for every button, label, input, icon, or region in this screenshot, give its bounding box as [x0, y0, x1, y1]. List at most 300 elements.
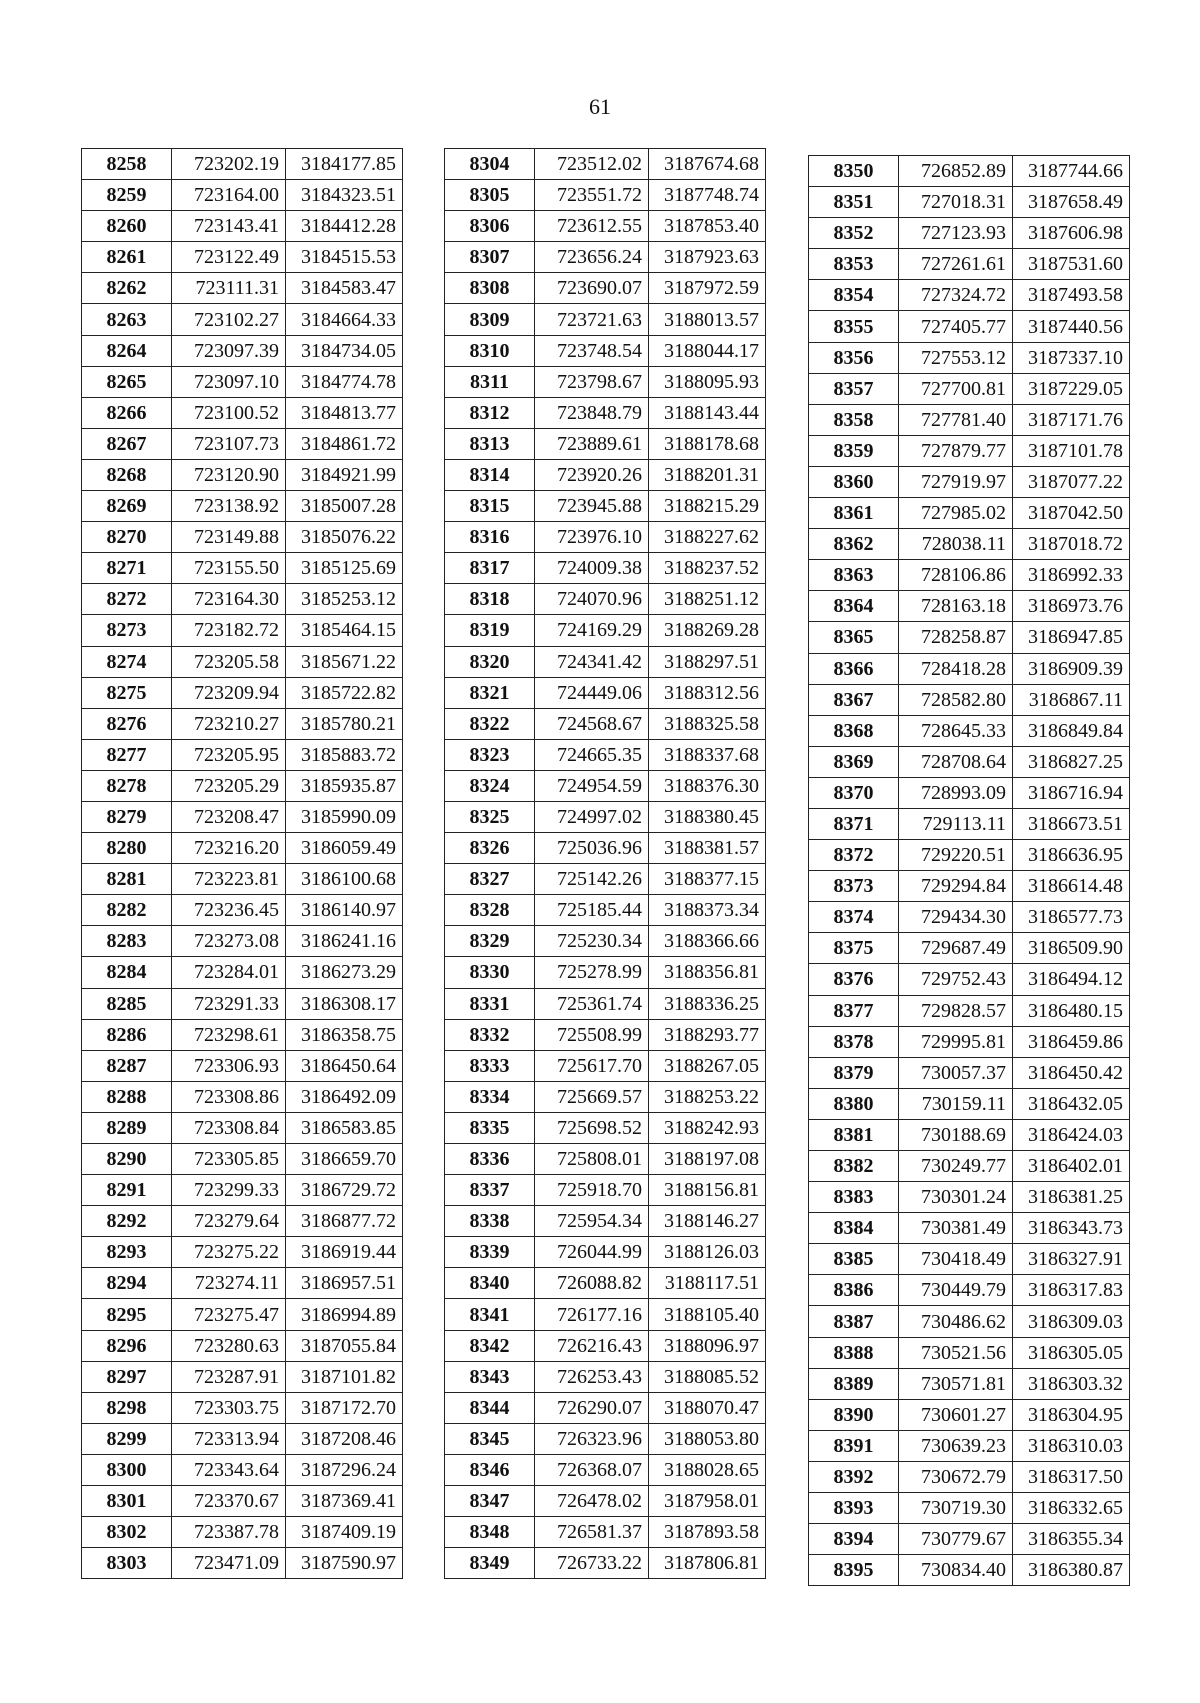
point-id-cell: 8349 [445, 1548, 535, 1579]
table-row [82, 646, 403, 677]
point-id-cell: 8303 [82, 1548, 172, 1579]
y-coordinate-cell: 3186480.15 [1013, 995, 1130, 1026]
y-coordinate-cell: 3188013.57 [649, 304, 766, 335]
x-coordinate-cell: 729687.49 [899, 933, 1013, 964]
y-coordinate-cell: 3186317.83 [1013, 1275, 1130, 1306]
table-row [809, 311, 1130, 342]
table-row [445, 335, 766, 366]
point-id-cell: 8352 [809, 218, 899, 249]
x-coordinate-cell: 723512.02 [535, 149, 649, 180]
x-coordinate-cell: 726044.99 [535, 1237, 649, 1268]
x-coordinate-cell: 725617.70 [535, 1050, 649, 1081]
y-coordinate-cell: 3186358.75 [286, 1019, 403, 1050]
table-row [445, 1237, 766, 1268]
point-id-cell: 8384 [809, 1213, 899, 1244]
x-coordinate-cell: 730571.81 [899, 1368, 1013, 1399]
y-coordinate-cell: 3187590.97 [286, 1548, 403, 1579]
point-id-cell: 8291 [82, 1175, 172, 1206]
x-coordinate-cell: 730779.67 [899, 1524, 1013, 1555]
table-row [445, 428, 766, 459]
point-id-cell: 8383 [809, 1182, 899, 1213]
point-id-cell: 8356 [809, 342, 899, 373]
table-row [809, 746, 1130, 777]
x-coordinate-cell: 723111.31 [172, 273, 286, 304]
y-coordinate-cell: 3186673.51 [1013, 808, 1130, 839]
x-coordinate-cell: 730159.11 [899, 1088, 1013, 1119]
table-row [82, 335, 403, 366]
table-row [809, 529, 1130, 560]
x-coordinate-cell: 728582.80 [899, 684, 1013, 715]
point-id-cell: 8337 [445, 1175, 535, 1206]
point-id-cell: 8270 [82, 522, 172, 553]
x-coordinate-cell: 723279.64 [172, 1206, 286, 1237]
x-coordinate-cell: 723216.20 [172, 833, 286, 864]
table-row [445, 926, 766, 957]
y-coordinate-cell: 3186380.87 [1013, 1555, 1130, 1586]
x-coordinate-cell: 728163.18 [899, 591, 1013, 622]
x-coordinate-cell: 723149.88 [172, 522, 286, 553]
x-coordinate-cell: 723205.95 [172, 739, 286, 770]
table-row [445, 988, 766, 1019]
x-coordinate-cell: 724449.06 [535, 677, 649, 708]
table-row [82, 1112, 403, 1143]
x-coordinate-cell: 723100.52 [172, 397, 286, 428]
x-coordinate-cell: 726852.89 [899, 156, 1013, 187]
y-coordinate-cell: 3188156.81 [649, 1175, 766, 1206]
table-row [82, 833, 403, 864]
x-coordinate-cell: 728106.86 [899, 560, 1013, 591]
x-coordinate-cell: 730672.79 [899, 1461, 1013, 1492]
table-row [445, 1299, 766, 1330]
x-coordinate-cell: 725954.34 [535, 1206, 649, 1237]
x-coordinate-cell: 726290.07 [535, 1392, 649, 1423]
table-row [82, 1206, 403, 1237]
x-coordinate-cell: 730381.49 [899, 1213, 1013, 1244]
point-id-cell: 8311 [445, 366, 535, 397]
point-id-cell: 8265 [82, 366, 172, 397]
x-coordinate-cell: 725230.34 [535, 926, 649, 957]
table-row [82, 677, 403, 708]
point-id-cell: 8389 [809, 1368, 899, 1399]
point-id-cell: 8341 [445, 1299, 535, 1330]
point-id-cell: 8371 [809, 808, 899, 839]
y-coordinate-cell: 3186310.03 [1013, 1430, 1130, 1461]
point-id-cell: 8275 [82, 677, 172, 708]
x-coordinate-cell: 729220.51 [899, 840, 1013, 871]
table-row [445, 1548, 766, 1579]
point-id-cell: 8348 [445, 1517, 535, 1548]
table-row [82, 1423, 403, 1454]
y-coordinate-cell: 3186140.97 [286, 895, 403, 926]
x-coordinate-cell: 723205.58 [172, 646, 286, 677]
table-row [445, 1268, 766, 1299]
table-row [809, 1119, 1130, 1150]
y-coordinate-cell: 3186577.73 [1013, 902, 1130, 933]
y-coordinate-cell: 3185780.21 [286, 708, 403, 739]
y-coordinate-cell: 3187042.50 [1013, 498, 1130, 529]
x-coordinate-cell: 726733.22 [535, 1548, 649, 1579]
x-coordinate-cell: 728708.64 [899, 746, 1013, 777]
point-id-cell: 8390 [809, 1399, 899, 1430]
x-coordinate-cell: 723748.54 [535, 335, 649, 366]
y-coordinate-cell: 3186992.33 [1013, 560, 1130, 591]
table-row [445, 459, 766, 490]
point-id-cell: 8258 [82, 149, 172, 180]
point-id-cell: 8313 [445, 428, 535, 459]
table-row [82, 615, 403, 646]
y-coordinate-cell: 3185007.28 [286, 491, 403, 522]
y-coordinate-cell: 3187674.68 [649, 149, 766, 180]
x-coordinate-cell: 726368.07 [535, 1454, 649, 1485]
x-coordinate-cell: 723721.63 [535, 304, 649, 335]
point-id-cell: 8335 [445, 1112, 535, 1143]
table-row [82, 739, 403, 770]
x-coordinate-cell: 726478.02 [535, 1486, 649, 1517]
x-coordinate-cell: 729995.81 [899, 1026, 1013, 1057]
point-id-cell: 8357 [809, 373, 899, 404]
y-coordinate-cell: 3186994.89 [286, 1299, 403, 1330]
x-coordinate-cell: 726088.82 [535, 1268, 649, 1299]
x-coordinate-cell: 728418.28 [899, 653, 1013, 684]
y-coordinate-cell: 3186919.44 [286, 1237, 403, 1268]
table-row [82, 459, 403, 490]
point-id-cell: 8268 [82, 459, 172, 490]
table-row [809, 1555, 1130, 1586]
point-id-cell: 8284 [82, 957, 172, 988]
x-coordinate-cell: 723471.09 [172, 1548, 286, 1579]
table-row [809, 995, 1130, 1026]
x-coordinate-cell: 723143.41 [172, 211, 286, 242]
table-row [809, 715, 1130, 746]
table-row [809, 1368, 1130, 1399]
table-row [82, 1486, 403, 1517]
x-coordinate-cell: 725036.96 [535, 833, 649, 864]
y-coordinate-cell: 3186241.16 [286, 926, 403, 957]
y-coordinate-cell: 3186432.05 [1013, 1088, 1130, 1119]
y-coordinate-cell: 3188201.31 [649, 459, 766, 490]
point-id-cell: 8375 [809, 933, 899, 964]
y-coordinate-cell: 3187101.82 [286, 1361, 403, 1392]
x-coordinate-cell: 730486.62 [899, 1306, 1013, 1337]
y-coordinate-cell: 3188146.27 [649, 1206, 766, 1237]
y-coordinate-cell: 3186827.25 [1013, 746, 1130, 777]
x-coordinate-cell: 723298.61 [172, 1019, 286, 1050]
x-coordinate-cell: 730834.40 [899, 1555, 1013, 1586]
x-coordinate-cell: 727781.40 [899, 404, 1013, 435]
y-coordinate-cell: 3186100.68 [286, 864, 403, 895]
y-coordinate-cell: 3185990.09 [286, 801, 403, 832]
x-coordinate-cell: 729828.57 [899, 995, 1013, 1026]
point-id-cell: 8365 [809, 622, 899, 653]
y-coordinate-cell: 3187337.10 [1013, 342, 1130, 373]
y-coordinate-cell: 3186614.48 [1013, 871, 1130, 902]
table-row [445, 149, 766, 180]
x-coordinate-cell: 727553.12 [899, 342, 1013, 373]
point-id-cell: 8340 [445, 1268, 535, 1299]
table-row [445, 770, 766, 801]
y-coordinate-cell: 3187493.58 [1013, 280, 1130, 311]
table-row [82, 1175, 403, 1206]
y-coordinate-cell: 3188297.51 [649, 646, 766, 677]
x-coordinate-cell: 726581.37 [535, 1517, 649, 1548]
y-coordinate-cell: 3184177.85 [286, 149, 403, 180]
x-coordinate-cell: 730418.49 [899, 1244, 1013, 1275]
table-row [82, 553, 403, 584]
table-row [82, 1050, 403, 1081]
x-coordinate-cell: 723287.91 [172, 1361, 286, 1392]
x-coordinate-cell: 728258.87 [899, 622, 1013, 653]
point-id-cell: 8362 [809, 529, 899, 560]
y-coordinate-cell: 3188044.17 [649, 335, 766, 366]
y-coordinate-cell: 3187748.74 [649, 180, 766, 211]
y-coordinate-cell: 3186957.51 [286, 1268, 403, 1299]
y-coordinate-cell: 3188237.52 [649, 553, 766, 584]
x-coordinate-cell: 725361.74 [535, 988, 649, 1019]
y-coordinate-cell: 3186303.32 [1013, 1368, 1130, 1399]
table-row [809, 902, 1130, 933]
y-coordinate-cell: 3186450.64 [286, 1050, 403, 1081]
point-id-cell: 8345 [445, 1423, 535, 1454]
x-coordinate-cell: 729752.43 [899, 964, 1013, 995]
table-row [809, 342, 1130, 373]
point-id-cell: 8355 [809, 311, 899, 342]
table-row [445, 615, 766, 646]
y-coordinate-cell: 3186716.94 [1013, 777, 1130, 808]
table-row [809, 591, 1130, 622]
x-coordinate-cell: 725278.99 [535, 957, 649, 988]
x-coordinate-cell: 725918.70 [535, 1175, 649, 1206]
point-id-cell: 8293 [82, 1237, 172, 1268]
y-coordinate-cell: 3185671.22 [286, 646, 403, 677]
x-coordinate-cell: 729434.30 [899, 902, 1013, 933]
point-id-cell: 8302 [82, 1517, 172, 1548]
point-id-cell: 8374 [809, 902, 899, 933]
point-id-cell: 8351 [809, 187, 899, 218]
table-row [809, 187, 1130, 218]
x-coordinate-cell: 723612.55 [535, 211, 649, 242]
table-row [445, 553, 766, 584]
y-coordinate-cell: 3186459.86 [1013, 1026, 1130, 1057]
table-row [82, 242, 403, 273]
y-coordinate-cell: 3188337.68 [649, 739, 766, 770]
x-coordinate-cell: 727700.81 [899, 373, 1013, 404]
y-coordinate-cell: 3188336.25 [649, 988, 766, 1019]
x-coordinate-cell: 730449.79 [899, 1275, 1013, 1306]
point-id-cell: 8309 [445, 304, 535, 335]
point-id-cell: 8260 [82, 211, 172, 242]
x-coordinate-cell: 730188.69 [899, 1119, 1013, 1150]
point-id-cell: 8391 [809, 1430, 899, 1461]
table-row [445, 864, 766, 895]
x-coordinate-cell: 723656.24 [535, 242, 649, 273]
table-row [82, 273, 403, 304]
table-row [445, 1454, 766, 1485]
point-id-cell: 8290 [82, 1144, 172, 1175]
x-coordinate-cell: 723120.90 [172, 459, 286, 490]
y-coordinate-cell: 3186424.03 [1013, 1119, 1130, 1150]
y-coordinate-cell: 3184664.33 [286, 304, 403, 335]
point-id-cell: 8299 [82, 1423, 172, 1454]
point-id-cell: 8334 [445, 1081, 535, 1112]
table-row [445, 833, 766, 864]
point-id-cell: 8322 [445, 708, 535, 739]
table-row [809, 777, 1130, 808]
point-id-cell: 8370 [809, 777, 899, 808]
point-id-cell: 8281 [82, 864, 172, 895]
y-coordinate-cell: 3188366.66 [649, 926, 766, 957]
y-coordinate-cell: 3188242.93 [649, 1112, 766, 1143]
x-coordinate-cell: 724341.42 [535, 646, 649, 677]
y-coordinate-cell: 3184734.05 [286, 335, 403, 366]
point-id-cell: 8274 [82, 646, 172, 677]
y-coordinate-cell: 3188356.81 [649, 957, 766, 988]
point-id-cell: 8320 [445, 646, 535, 677]
y-coordinate-cell: 3188095.93 [649, 366, 766, 397]
x-coordinate-cell: 725808.01 [535, 1144, 649, 1175]
y-coordinate-cell: 3185464.15 [286, 615, 403, 646]
point-id-cell: 8282 [82, 895, 172, 926]
y-coordinate-cell: 3188251.12 [649, 584, 766, 615]
x-coordinate-cell: 727919.97 [899, 466, 1013, 497]
point-id-cell: 8363 [809, 560, 899, 591]
x-coordinate-cell: 730639.23 [899, 1430, 1013, 1461]
y-coordinate-cell: 3188028.65 [649, 1454, 766, 1485]
y-coordinate-cell: 3186492.09 [286, 1081, 403, 1112]
y-coordinate-cell: 3187658.49 [1013, 187, 1130, 218]
point-id-cell: 8326 [445, 833, 535, 864]
point-id-cell: 8278 [82, 770, 172, 801]
x-coordinate-cell: 727985.02 [899, 498, 1013, 529]
table-row [82, 428, 403, 459]
y-coordinate-cell: 3188178.68 [649, 428, 766, 459]
y-coordinate-cell: 3188227.62 [649, 522, 766, 553]
point-id-cell: 8325 [445, 801, 535, 832]
x-coordinate-cell: 726323.96 [535, 1423, 649, 1454]
table-row [445, 1112, 766, 1143]
y-coordinate-cell: 3185935.87 [286, 770, 403, 801]
table-row [809, 280, 1130, 311]
table-row [445, 584, 766, 615]
y-coordinate-cell: 3187172.70 [286, 1392, 403, 1423]
table-row [82, 584, 403, 615]
y-coordinate-cell: 3188380.45 [649, 801, 766, 832]
y-coordinate-cell: 3185076.22 [286, 522, 403, 553]
y-coordinate-cell: 3186849.84 [1013, 715, 1130, 746]
table-row [82, 957, 403, 988]
point-id-cell: 8317 [445, 553, 535, 584]
table-row [445, 211, 766, 242]
point-id-cell: 8339 [445, 1237, 535, 1268]
y-coordinate-cell: 3188105.40 [649, 1299, 766, 1330]
point-id-cell: 8379 [809, 1057, 899, 1088]
x-coordinate-cell: 723138.92 [172, 491, 286, 522]
x-coordinate-cell: 727261.61 [899, 249, 1013, 280]
point-id-cell: 8259 [82, 180, 172, 211]
table-row [809, 1275, 1130, 1306]
y-coordinate-cell: 3188293.77 [649, 1019, 766, 1050]
table-row [82, 366, 403, 397]
point-id-cell: 8387 [809, 1306, 899, 1337]
x-coordinate-cell: 723097.39 [172, 335, 286, 366]
table-row [82, 988, 403, 1019]
x-coordinate-cell: 723155.50 [172, 553, 286, 584]
y-coordinate-cell: 3188197.08 [649, 1144, 766, 1175]
point-id-cell: 8361 [809, 498, 899, 529]
x-coordinate-cell: 729294.84 [899, 871, 1013, 902]
table-row [809, 1182, 1130, 1213]
table-row [809, 653, 1130, 684]
point-id-cell: 8318 [445, 584, 535, 615]
y-coordinate-cell: 3187606.98 [1013, 218, 1130, 249]
y-coordinate-cell: 3187531.60 [1013, 249, 1130, 280]
point-id-cell: 8276 [82, 708, 172, 739]
point-id-cell: 8328 [445, 895, 535, 926]
table-row [82, 1361, 403, 1392]
point-id-cell: 8329 [445, 926, 535, 957]
table-row [445, 1517, 766, 1548]
table-row [809, 156, 1130, 187]
table-row [445, 1050, 766, 1081]
y-coordinate-cell: 3186343.73 [1013, 1213, 1130, 1244]
point-id-cell: 8304 [445, 149, 535, 180]
y-coordinate-cell: 3186877.72 [286, 1206, 403, 1237]
y-coordinate-cell: 3188381.57 [649, 833, 766, 864]
y-coordinate-cell: 3184515.53 [286, 242, 403, 273]
x-coordinate-cell: 724009.38 [535, 553, 649, 584]
table-row [445, 180, 766, 211]
table-row [82, 1454, 403, 1485]
y-coordinate-cell: 3185125.69 [286, 553, 403, 584]
point-id-cell: 8350 [809, 156, 899, 187]
point-id-cell: 8261 [82, 242, 172, 273]
x-coordinate-cell: 730521.56 [899, 1337, 1013, 1368]
x-coordinate-cell: 727018.31 [899, 187, 1013, 218]
y-coordinate-cell: 3188143.44 [649, 397, 766, 428]
x-coordinate-cell: 723223.81 [172, 864, 286, 895]
table-row [809, 1337, 1130, 1368]
table-row [82, 211, 403, 242]
table-row [82, 1299, 403, 1330]
x-coordinate-cell: 724568.67 [535, 708, 649, 739]
x-coordinate-cell: 730719.30 [899, 1493, 1013, 1524]
x-coordinate-cell: 723284.01 [172, 957, 286, 988]
table-row [82, 770, 403, 801]
y-coordinate-cell: 3188325.58 [649, 708, 766, 739]
point-id-cell: 8372 [809, 840, 899, 871]
table-row [445, 1423, 766, 1454]
y-coordinate-cell: 3186509.90 [1013, 933, 1130, 964]
table-row [809, 249, 1130, 280]
point-id-cell: 8359 [809, 435, 899, 466]
point-id-cell: 8266 [82, 397, 172, 428]
point-id-cell: 8360 [809, 466, 899, 497]
y-coordinate-cell: 3186659.70 [286, 1144, 403, 1175]
x-coordinate-cell: 723291.33 [172, 988, 286, 1019]
y-coordinate-cell: 3186973.76 [1013, 591, 1130, 622]
x-coordinate-cell: 723798.67 [535, 366, 649, 397]
point-id-cell: 8324 [445, 770, 535, 801]
point-id-cell: 8300 [82, 1454, 172, 1485]
x-coordinate-cell: 727405.77 [899, 311, 1013, 342]
x-coordinate-cell: 723306.93 [172, 1050, 286, 1081]
point-id-cell: 8332 [445, 1019, 535, 1050]
x-coordinate-cell: 727324.72 [899, 280, 1013, 311]
x-coordinate-cell: 723097.10 [172, 366, 286, 397]
table-row [445, 957, 766, 988]
table-row [82, 895, 403, 926]
x-coordinate-cell: 730301.24 [899, 1182, 1013, 1213]
y-coordinate-cell: 3186332.65 [1013, 1493, 1130, 1524]
